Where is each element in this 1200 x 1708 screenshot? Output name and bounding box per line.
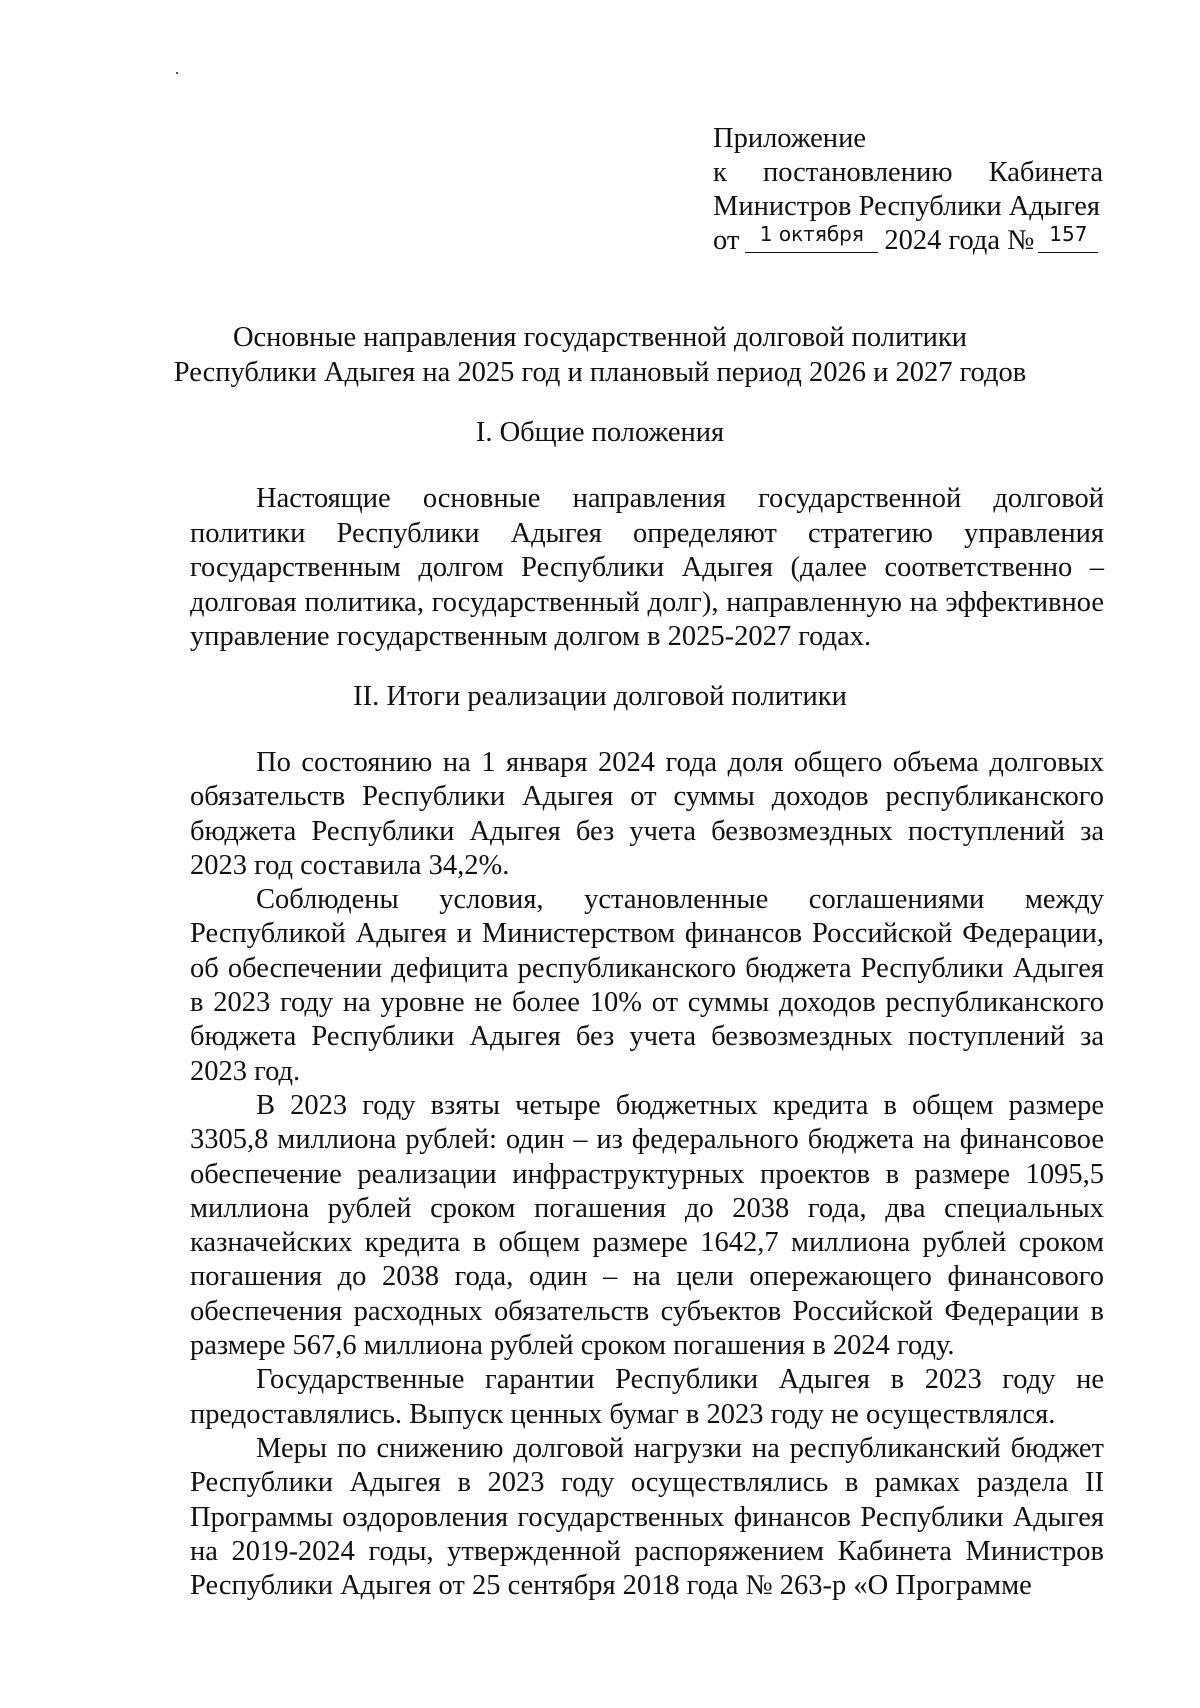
- paragraph: По состоянию на 1 января 2024 года доля общего объема долговых обязательств Республики Адыгея от суммы доходов республиканского бюджета Республики Адыгея без учета безвозмездных поступлений за 2023 год составила 34,2%.: [190, 747, 1104, 881]
- title-line-1: Основные направления государственной долговой политики: [232, 322, 968, 353]
- appendix-date-line: [713, 224, 1103, 258]
- appendix-cabinet: Кабинета: [988, 157, 1103, 188]
- appendix-block: [713, 122, 1103, 258]
- date-field: [745, 224, 878, 253]
- paragraph: Меры по снижению долговой нагрузки на республиканский бюджет Республики Адыгея в 2023 году осуществлялись в рамках раздела II Программы оздоровления государственных финансов Республики Адыгея на 2019-2024 годы, утвержденной распоряжением Кабинета Министров Республики Адыгея от 25 сентября 2018 года № 263-р «О Программе: [190, 1432, 1104, 1602]
- appendix-to: к: [713, 157, 727, 188]
- appendix-resolution-line: [713, 156, 1103, 190]
- section-heading-results: II. Итоги реализации долговой политики: [353, 681, 847, 712]
- section-heading-general: I. Общие положения: [475, 417, 725, 448]
- appendix-from: от: [713, 225, 740, 256]
- paragraph: В 2023 году взяты четыре бюджетных кредита в общем размере 3305,8 миллиона рублей: один – из федерального бюджета на финансовое обеспечение реализации инфраструктурных проектов в размере 1095,5 миллиона рублей сроком погашения до 2038 года, два специальных казначейских кредита в общем размере 1642,7 миллиона рублей сроком погашения до 2038 года, один – на цели опережающего финансового обеспечения расходных обязательств субъектов Российской Федерации в размере 567,6 миллиона рублей сроком погашения в 2024 году.: [190, 1089, 1104, 1362]
- appendix-year: 2024 года №: [884, 225, 1035, 256]
- scan-speck: [176, 72, 178, 74]
- date-handwritten: 1 октября: [759, 222, 864, 246]
- number-handwritten: 157: [1049, 222, 1088, 246]
- section-results-body: [190, 746, 1104, 1603]
- appendix-resolution: постановлению: [762, 157, 953, 188]
- appendix-ministers: Министров Республики Адыгея: [713, 191, 1101, 222]
- number-field: [1038, 224, 1098, 253]
- paragraph: Соблюдены условия, установленные соглашениями между Республикой Адыгея и Министерством финансов Российской Федерации, об обеспечении дефицита республиканского бюджета Республики Адыгея в 2023 году на уровне не более 10% от суммы доходов республиканского бюджета Республики Адыгея без учета безвозмездных поступлений за 2023 год.: [190, 884, 1104, 1087]
- document-title: [150, 320, 1050, 390]
- section-general-body: [190, 482, 1104, 655]
- appendix-label: Приложение: [713, 123, 866, 154]
- title-line-2: Республики Адыгея на 2025 год и плановый период 2026 и 2027 годов: [173, 357, 1027, 388]
- paragraph: Государственные гарантии Республики Адыгея в 2023 году не предоставлялись. Выпуск ценных бумаг в 2023 году не осуществлялся.: [190, 1364, 1104, 1430]
- paragraph: Настоящие основные направления государственной долговой политики Республики Адыгея определяют стратегию управления государственным долгом Республики Адыгея (далее соответственно – долговая политика, государственный долг), направленную на эффективное управление государственным долгом в 2025-2027 годах.: [190, 483, 1104, 652]
